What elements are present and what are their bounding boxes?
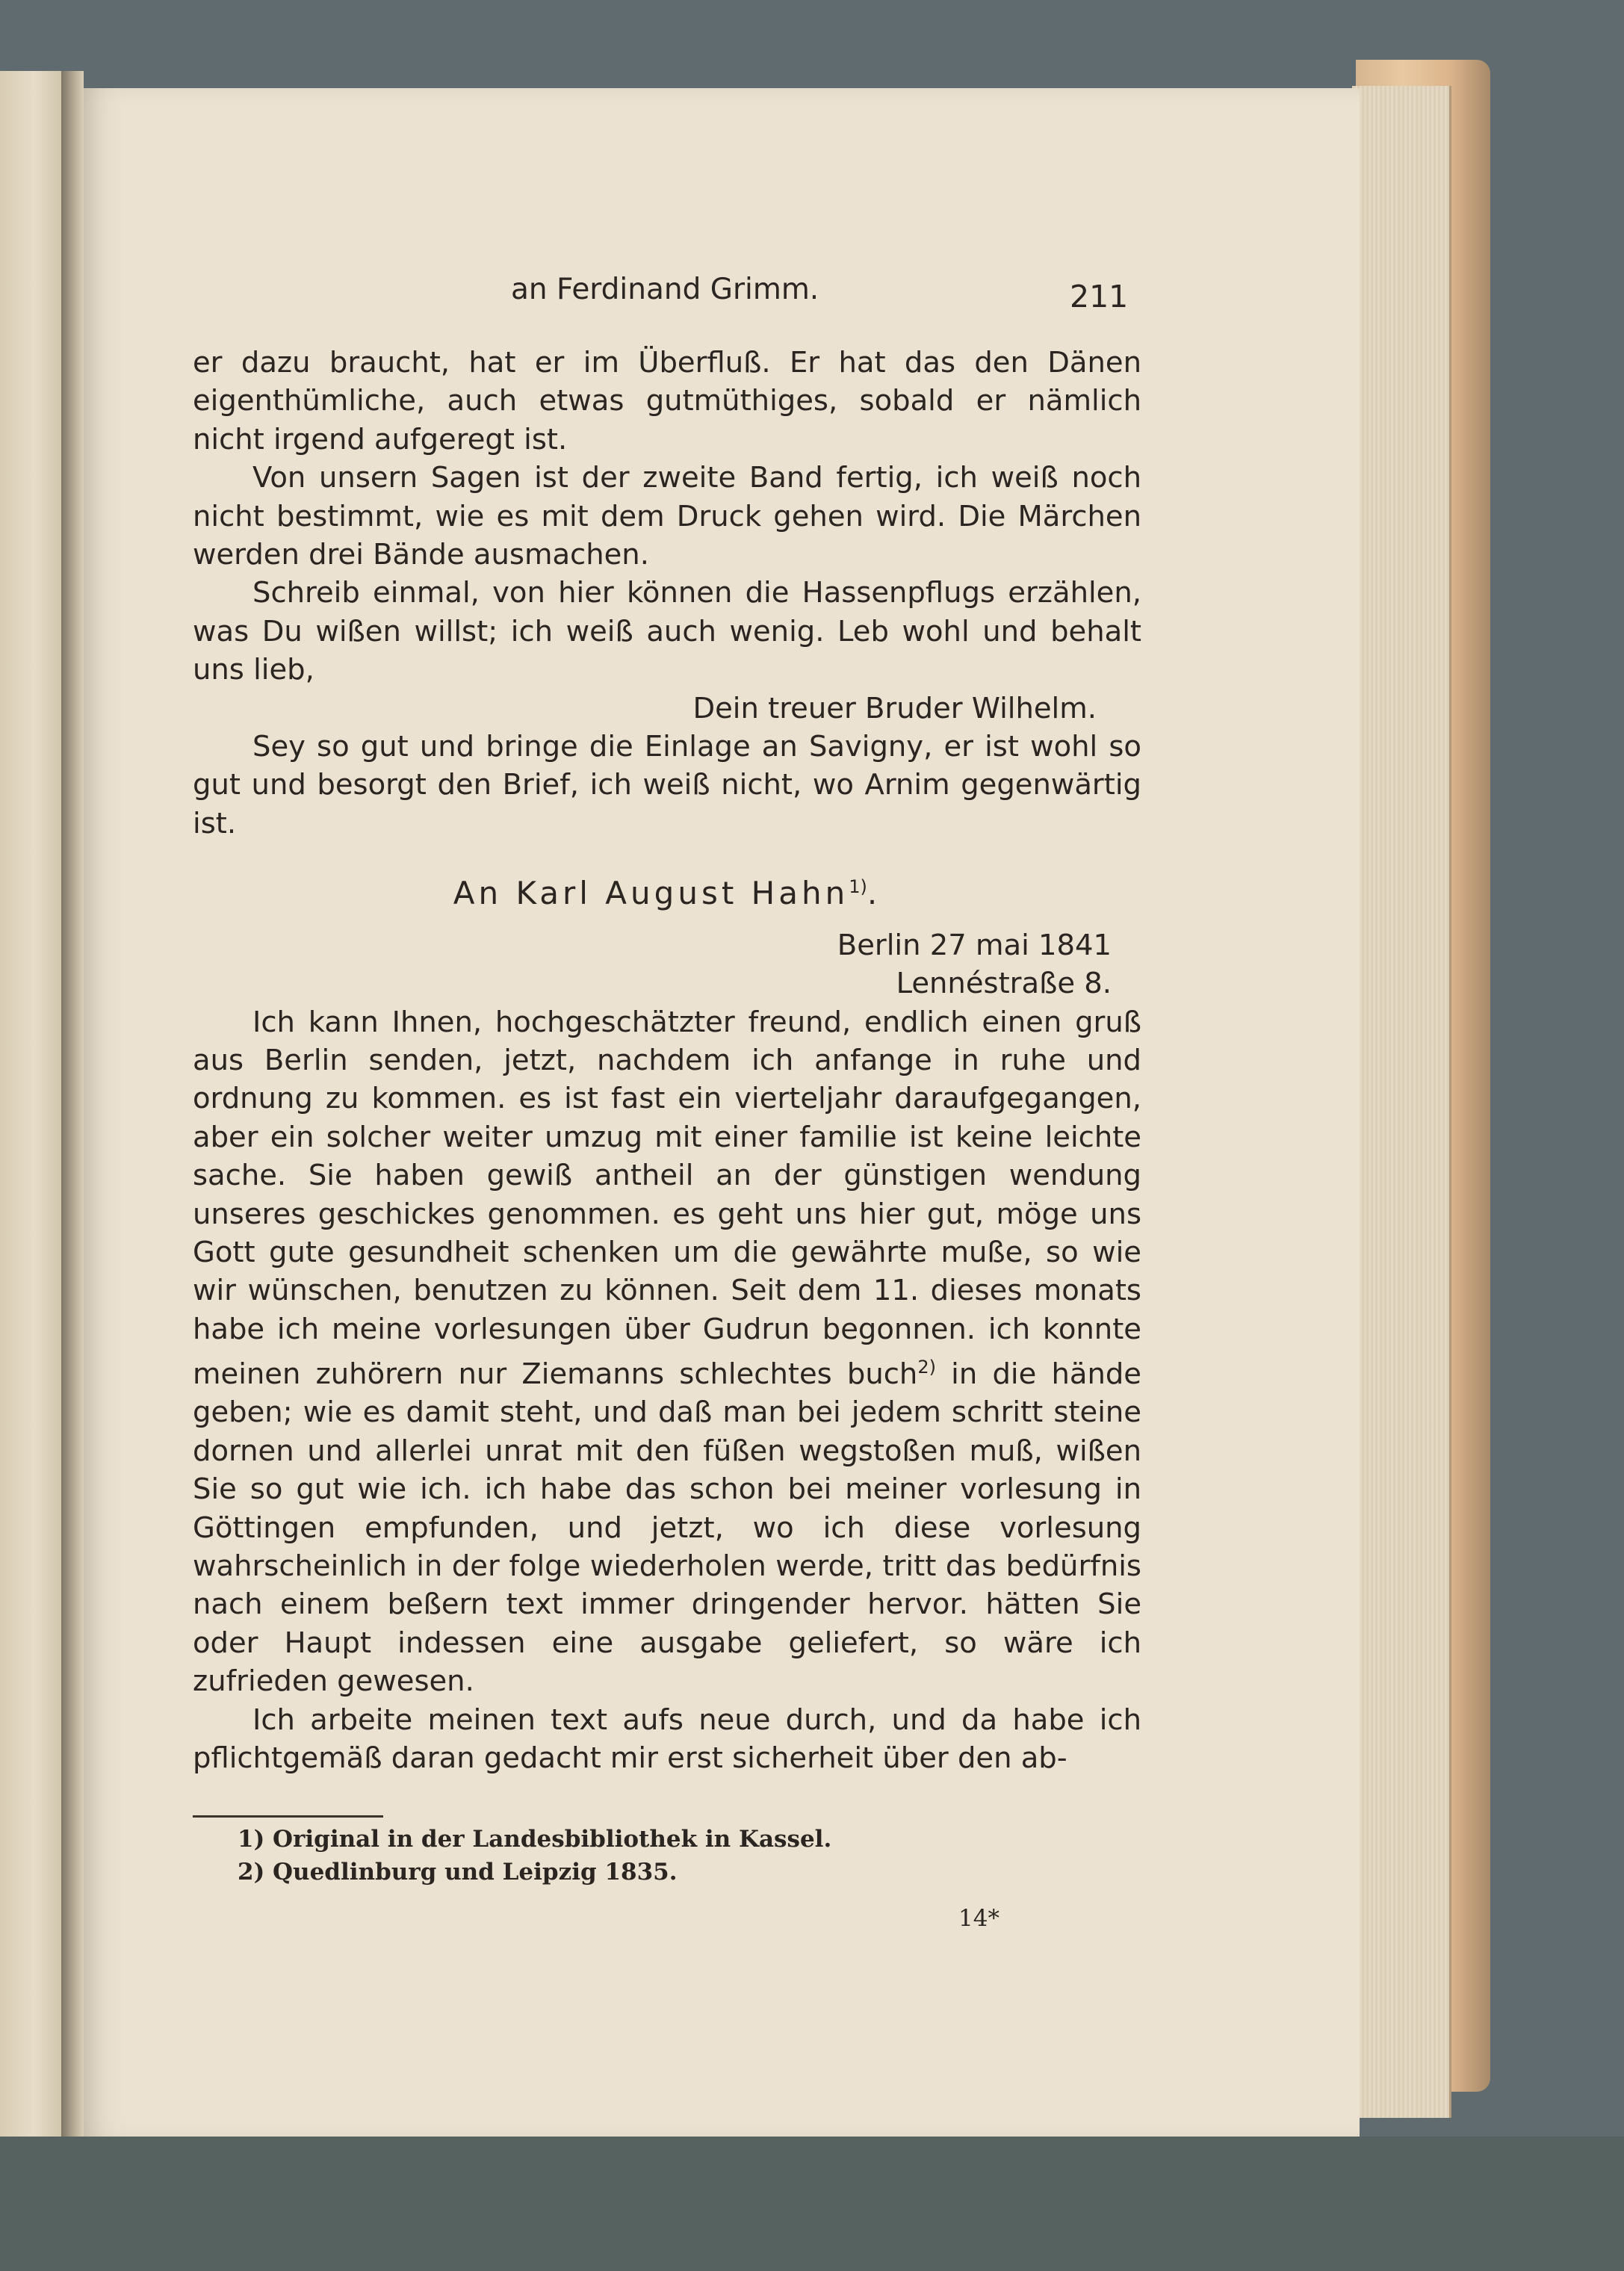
- paragraph-text: buch: [846, 1357, 918, 1391]
- dateline-address: Lennéstraße 8.: [896, 967, 1112, 1001]
- printer-signature-mark: 14*: [958, 1905, 999, 1932]
- paragraph-text: Ich kann Ihnen, hochgeschätzter freund, endlich einen gruß aus Berlin senden, jetzt, nachdem ich anfange in ruhe und ordnung zu kommen. es ist fast ein vierteljahr daraufgegangen, aber ein solcher weiter umzug mit einer familie ist keine leichte sache. Sie haben gewiß antheil an der günstigen wendung unseres geschickes genommen. es geht uns hier gut, möge uns Gott gute gesundheit schenken um die gewährte muße, so wie wir wünschen, benutzen zu können. Seit dem 11. dieses monats habe ich meine vorlesungen über Gudrun begonnen. ich konnte meinen zuhörern nur Ziemanns schlechtes: [193, 1005, 1141, 1391]
- footnote-ref: 1): [849, 876, 867, 898]
- book-gutter: [61, 71, 84, 2237]
- paragraph: Schreib einmal, von hier können die Hassenpflugs erzählen, was Du wißen willst; ich weiß auch wenig. Leb wohl und behalt uns lieb,: [193, 576, 1141, 687]
- footnote-rule: [193, 1815, 383, 1818]
- body-text: [193, 344, 1141, 1777]
- background-bottom: [0, 2137, 1624, 2271]
- paragraph: Ich arbeite meinen text aufs neue durch, und da habe ich pflichtgemäß daran gedacht mir erst sicherheit über den ab-: [193, 1703, 1141, 1776]
- letter-heading-text: An Karl August Hahn: [453, 875, 849, 912]
- paragraph: er dazu braucht, hat er im Überfluß. Er hat das den Dänen eigenthümliche, auch etwas gutmüthiges, sobald er nämlich nicht irgend aufgeregt ist.: [193, 346, 1141, 456]
- paragraph-text: in die hände geben; wie es damit steht, und daß man bei jedem schritt steine dornen und allerlei unrat mit den füßen wegstoßen muß, wißen Sie so gut wie ich. ich habe das schon bei meiner vorlesung in Göttingen empfunden, und jetzt, wo ich diese vorlesung wahrscheinlich in der folge wiederholen werde, tritt das bedürfnis nach einem beßern text immer dringender hervor. hätten Sie oder Haupt indessen eine ausgabe geliefert, so wäre ich zufrieden gewesen.: [193, 1357, 1141, 1699]
- paragraph: Sey so gut und bringe die Einlage an Savigny, er ist wohl so gut und besorgt den Brief, ich weiß nicht, wo Arnim gegenwärtig ist.: [193, 730, 1141, 840]
- page-block-edges: [1352, 86, 1451, 2118]
- letter-signature: Dein treuer Bruder Wilhelm.: [692, 691, 1097, 725]
- paragraph: [193, 1003, 1141, 1701]
- footnote: 2) Quedlinburg und Leipzig 1835.: [238, 1859, 678, 1886]
- footnotes: [238, 1823, 910, 1889]
- footnote: 1) Original in der Landesbibliothek in Kassel.: [238, 1826, 832, 1853]
- dateline-date: Berlin 27 mai 1841: [837, 928, 1112, 962]
- paragraph: Von unsern Sagen ist der zweite Band fertig, ich weiß noch nicht bestimmt, wie es mit dem Druck gehen wird. Die Märchen werden drei Bände ausmachen.: [193, 461, 1141, 572]
- running-head: an Ferdinand Grimm.: [511, 273, 819, 306]
- page-number: 211: [1070, 279, 1129, 315]
- facing-page-edge: [0, 71, 69, 2237]
- footnote-ref: 2): [917, 1357, 936, 1378]
- letter-heading: An Karl August Hahn$^{1)}$.: [453, 875, 881, 912]
